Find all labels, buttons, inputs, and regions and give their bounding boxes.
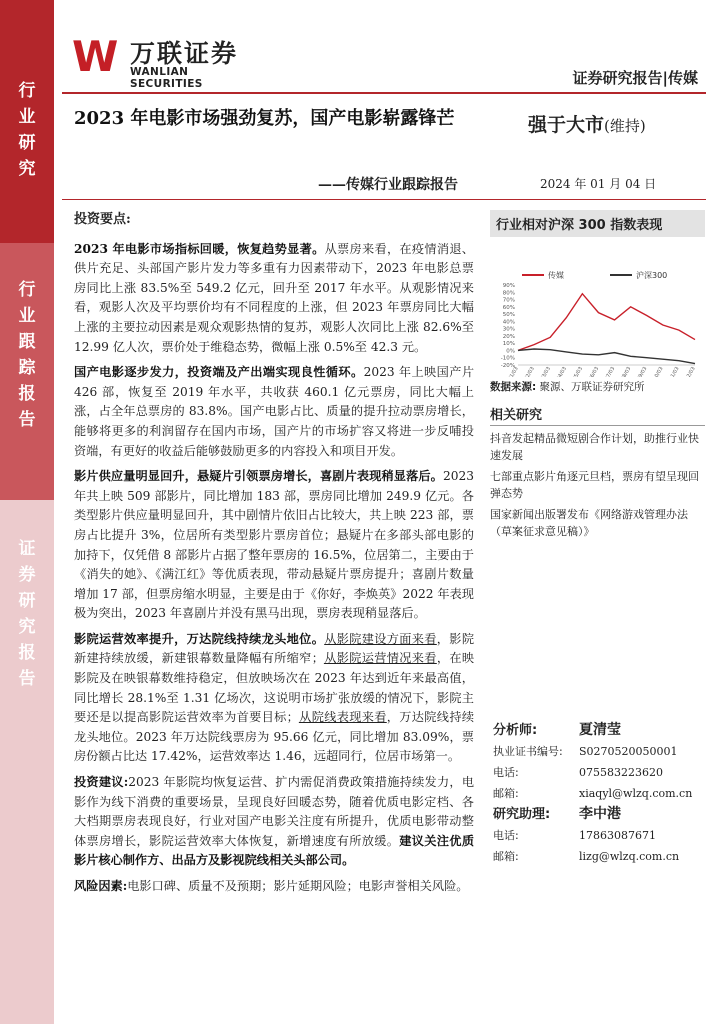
para-lead: 投资建议: xyxy=(74,775,129,790)
y-tick-label: 50% xyxy=(502,312,515,319)
para-lead: 风险因素: xyxy=(74,879,128,893)
para-emphasis: 建议关注优质影片核心制作方、出品方及影视院线相关头部公司。 xyxy=(74,833,475,868)
para-lead: 国产电影逐步发力，投资端及产出端实现良性循环。 xyxy=(74,365,364,380)
sidebar-label: 行业研究 xyxy=(18,81,36,179)
logo-mark-icon: W xyxy=(72,32,113,81)
legend-label: 传媒 xyxy=(548,271,564,280)
email-value[interactable]: lizg@wlzq.com.cn xyxy=(579,850,680,863)
x-tick-label xyxy=(568,366,584,377)
y-tick-label: 90% xyxy=(502,283,515,289)
phone-value: 17863087671 xyxy=(579,829,656,842)
assistant-label: 研究助理: xyxy=(493,807,551,822)
para-lead: 2023 年电影市场指标回暖，恢复趋势显著。 xyxy=(74,241,325,256)
related-item[interactable]: 七部重点影片角逐元旦档，票房有望呈现回弹态势 xyxy=(490,470,699,500)
para-lead: 影院运营效率提升，万达院线持续龙头地位。 xyxy=(74,631,325,646)
x-tick-label xyxy=(519,366,535,377)
assistant-name: 李中港 xyxy=(579,806,621,822)
phone-label: 电话: xyxy=(493,766,519,779)
y-tick-label: 40% xyxy=(502,319,515,326)
phone-value: 075583223620 xyxy=(579,766,663,779)
para-underline: 从影院建设方面来看 xyxy=(324,631,437,646)
related-item[interactable]: 国家新闻出版署发布《网络游戏管理办法（草案征求意见稿）》 xyxy=(490,508,688,538)
x-tick-label xyxy=(664,366,680,377)
section-heading: 投资要点: xyxy=(74,212,131,227)
chart-heading: 行业相对沪深 300 指数表现 xyxy=(490,210,705,237)
header-category: 证券研究报告|传媒 xyxy=(572,69,698,87)
report-subtitle: ——传媒行业跟踪报告 xyxy=(318,177,458,193)
source-label: 数据来源: xyxy=(490,381,537,393)
company-logo xyxy=(72,32,262,90)
para-body: ，万达院线持续龙头地位。2023 年万达院线票房为 95.66 亿元，同比增加 83.09%，票房份额占比达 17.42%，运营效率达 1.46，远超同行，位居市场第一。 xyxy=(74,710,475,764)
related-heading: 相关研究 xyxy=(490,404,705,426)
legend-label: 沪深300 xyxy=(636,271,668,280)
x-tick-label xyxy=(600,366,616,377)
x-tick-label xyxy=(535,366,551,377)
phone-label: 电话: xyxy=(493,829,519,842)
rating-note: (维持) xyxy=(604,117,646,135)
sidebar-label: 证券研究报告 xyxy=(18,539,36,689)
source-text: 聚源、万联证券研究所 xyxy=(539,381,645,393)
para-body: 电影口碑、质量不及预期；影片延期风险；电影声誉相关风险。 xyxy=(127,879,469,893)
para-body: 2023 年影院均恢复运营、扩内需促消费政策措施持续发力，电影作为线下消费的重要场景，呈现良好回暖态势，随着优质电影定档、各大档期票房表现良好，行业对国产电影关注度有所提升，优质电影带动整体票房增长，影院运营效率大体恢复，新增速度有所放缓。 xyxy=(74,775,475,848)
y-tick-label: -20% xyxy=(500,363,515,369)
x-tick-label xyxy=(632,366,648,377)
para-body: ，影院新建持续放缓，新建银幕数量降幅有所缩窄； xyxy=(74,631,475,666)
email-value[interactable]: xiaqyl@wlzq.com.cn xyxy=(579,787,693,800)
y-tick-label: 0% xyxy=(506,348,515,355)
para-underline: 从院线表现来看 xyxy=(298,710,387,725)
para-body: 2023 年共上映 509 部影片，同比增加 183 部，票房同比增加 249.9 亿元。各类型影片供应量明显回升，其中剧情片依旧占比较大，共上映 223 部，票房占比提升 3%，位居所有类型影片票房首位；悬疑片在多部头部电影的加持下，仅凭借 8 部影片占据了整年票房的 16.5%，位居第二，主要由于《消失的她》、《满江红》等优质表现，带动悬疑片票房提升；喜剧片数量增加 17 部，但票房缩水明显，主要是由于《你好，李焕英》2022 年表现极为突出，2023 年喜剧片并没有黑马出现，票房表现稍显落后。 xyxy=(74,469,474,621)
paragraph-risk xyxy=(74,877,474,897)
main-content xyxy=(74,210,474,903)
related-item[interactable]: 抖音发起精品微短剧合作计划，助推行业快速发展 xyxy=(490,432,699,462)
y-tick-label: 60% xyxy=(502,304,515,311)
email-label: 邮箱: xyxy=(493,850,519,863)
right-column xyxy=(490,210,705,540)
x-tick-label xyxy=(584,366,600,377)
para-lead: 影片供应量明显回升，悬疑片引领票房增长，喜剧片表现稍显落后。 xyxy=(74,469,443,484)
analyst-label: 分析师: xyxy=(493,723,538,738)
logo-en: WANLIAN SECURITIES xyxy=(130,66,203,90)
y-tick-label: 10% xyxy=(502,341,515,348)
para-body: ，在映影院及在映银幕数维持稳定，但放映场次在 2023 年达到近年来最高值，同比增长 28.1%至 1.31 亿场次，这说明市场扩张放缓的情况下，影院主要还是以提高影院运营效率为首要目标； xyxy=(74,651,475,725)
y-tick-label: 80% xyxy=(502,290,515,297)
analyst-name: 夏清莹 xyxy=(579,722,621,738)
cert-label: 执业证书编号: xyxy=(493,745,563,758)
chart-source xyxy=(490,379,705,394)
report-date: 2024 年 01 月 04 日 xyxy=(540,177,657,191)
paragraph-supply xyxy=(74,467,474,624)
series-line xyxy=(518,294,695,351)
x-tick-label xyxy=(680,366,696,377)
y-tick-label: 20% xyxy=(502,333,515,340)
series-line xyxy=(518,349,695,364)
sidebar-section-industry-research xyxy=(0,0,54,243)
para-underline: 从影院运营情况来看 xyxy=(323,651,437,666)
sidebar-section-securities-report xyxy=(0,500,54,1024)
paragraph-cinema xyxy=(74,630,474,767)
x-tick-label xyxy=(552,366,568,377)
paragraph-market xyxy=(74,240,474,358)
para-body: 2023 年上映国产片 426 部，恢复至 2019 年水平，共收获 460.1 亿元票房，同比大幅上涨，占全年总票房的 83.8%。国产电影占比、质量的提升拉动票房增长，能够将更多的利润留存在国内市场，国产片的市场扩容又将进一步反哺投资端，有更好的收益后能够鼓励更多的内容投入和项目开发。 xyxy=(74,365,475,458)
report-title: 2023 年电影市场强劲复苏，国产电影崭露锋芒 xyxy=(74,108,455,129)
y-tick-label: 70% xyxy=(502,297,515,304)
title-divider xyxy=(62,199,706,200)
para-body: 从票房来看，在疫情消退、供片充足、头部国产影片发力等多重有力因素带动下，2023 年电影总票房同比上涨 83.5%至 549.2 亿元，回升至 2017 年水平。从观影情况来看，观影人次及平均票价均有不同程度的上涨，但 2023 年票房同比大幅上涨的主要拉动因素是观众观影热情的复苏，观影人次同比上涨 82.6%至 12.99 亿人次，票价处于维稳态势，微幅上涨 0.5%至 42.3 元。 xyxy=(74,241,474,354)
paragraph-domestic xyxy=(74,363,474,461)
x-tick-label xyxy=(648,366,664,377)
header-divider xyxy=(62,92,706,94)
x-tick-label xyxy=(616,366,632,377)
cert-value: S0270520050001 xyxy=(579,745,678,758)
relative-performance-chart xyxy=(490,237,705,377)
paragraph-suggestion xyxy=(74,773,474,871)
analyst-info xyxy=(493,720,703,867)
rating-main: 强于大市 xyxy=(528,114,605,136)
sidebar-label: 行业跟踪报告 xyxy=(18,280,36,430)
logo-cn: 万联证券 xyxy=(130,39,239,68)
chart-svg xyxy=(490,237,705,377)
sidebar-section-tracking-report xyxy=(0,243,54,500)
y-tick-label: 30% xyxy=(502,326,515,333)
y-tick-label: -10% xyxy=(500,355,515,362)
rating xyxy=(528,110,646,137)
email-label: 邮箱: xyxy=(493,787,519,800)
